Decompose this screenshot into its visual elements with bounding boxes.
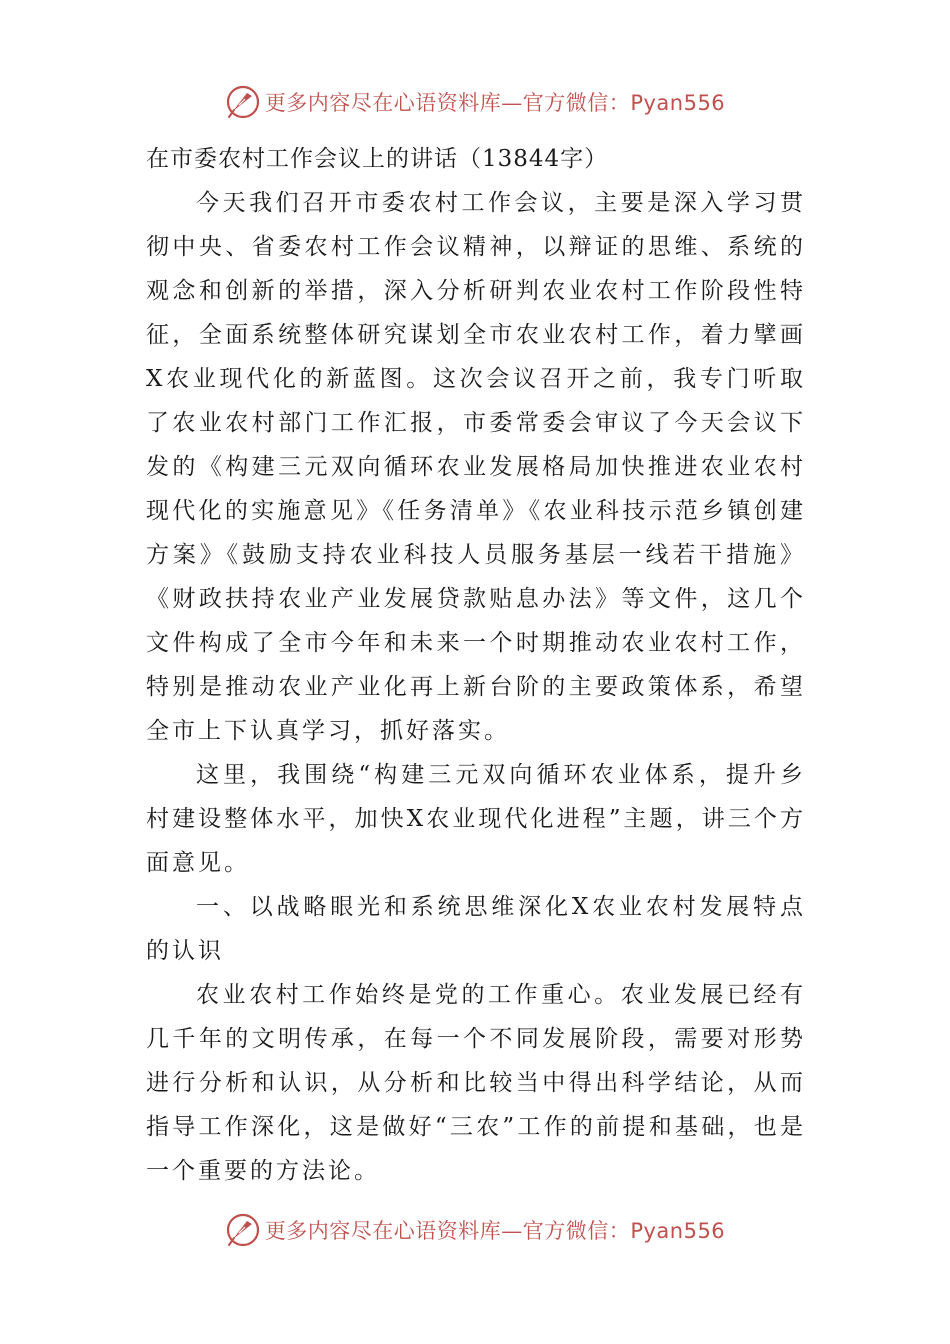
- document-title: 在市委农村工作会议上的讲话（13844字）: [146, 146, 609, 172]
- watermark-text: 更多内容尽在心语资料库—官方微信：Pyan556: [264, 91, 726, 115]
- wechat-id: Pyan556: [630, 91, 726, 115]
- paragraph-intro: 今天我们召开市委农村工作会议，主要是深入学习贯彻中央、省委农村工作会议精神，以辩证的思维、系统的观念和创新的举措，深入分析研判农业农村工作阶段性特征，全面系统整体研究谋划全市农业农村工作，着力擘画X农业现代化的新蓝图。这次会议召开之前，我专门听取了农业农村部门工作汇报，市委常委会审议了今天会议下发的《构建三元双向循环农业发展格局加快推进农业农村现代化的实施意见》《任务清单》《农业科技示范乡镇创建方案》《鼓励支持农业科技人员服务基层一线若干措施》《财政扶持农业产业发展贷款贴息办法》等文件，这几个文件构成了全市今年和未来一个时期推动农业农村工作，特别是推动农业产业化再上新台阶的主要政策体系，希望全市上下认真学习，抓好落实。: [146, 190, 806, 744]
- quill-logo-icon: [225, 84, 261, 120]
- document-body: [146, 137, 806, 1193]
- paragraph-section-1: 农业农村工作始终是党的工作重心。农业发展已经有几千年的文明传承，在每一个不同发展阶段，需要对形势进行分析和认识，从分析和比较当中得出科学结论，从而指导工作深化，这是做好“三农”工作的前提和基础，也是一个重要的方法论。: [146, 982, 806, 1184]
- wechat-id: Pyan556: [630, 1219, 726, 1243]
- paragraph-outline: 这里，我围绕“构建三元双向循环农业体系，提升乡村建设整体水平，加快X农业现代化进程”主题，讲三个方面意见。: [146, 762, 806, 876]
- watermark-banner-bottom: [0, 1210, 950, 1250]
- watermark-banner-top: [0, 82, 950, 122]
- section-heading-1: 一、以战略眼光和系统思维深化X农业农村发展特点的认识: [146, 894, 806, 964]
- watermark-text: 更多内容尽在心语资料库—官方微信：Pyan556: [264, 1219, 726, 1243]
- quill-logo-icon: [225, 1212, 261, 1248]
